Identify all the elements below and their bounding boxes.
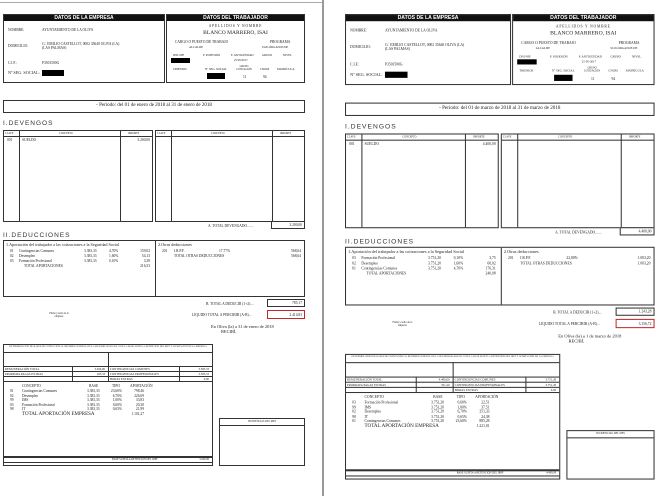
net-pay-label: LIQUIDO TOTAL A PERCIBIR (A-B)...: [538, 321, 600, 327]
earnings-table-left: [345, 133, 499, 228]
row-base: 3.751,20: [428, 256, 441, 261]
company-cif: P3501500G: [42, 61, 60, 65]
row-base: 3.383,33: [84, 259, 97, 263]
group-label: GRUPO: [262, 53, 273, 57]
col-clave: CLAVE: [157, 132, 166, 135]
row-clave: 001: [349, 141, 355, 146]
row-importe: 568,64: [291, 249, 301, 253]
net-pay-label: LIQUIDO TOTAL A PERCIBIR (A-B)...: [192, 313, 252, 317]
row-clave: 03: [10, 402, 14, 407]
total-earned-box: [271, 221, 305, 229]
deductions-section-title: II.DEDUCCIONES: [345, 238, 415, 246]
redacted-ss-number: [42, 70, 64, 76]
row-aportacion: 798,46: [134, 389, 144, 393]
total-earned-label: A. TOTAL DEVENGADO.......: [208, 224, 254, 228]
page-top-edge: [0, 2, 322, 3]
row-base: 3.751,20: [428, 261, 441, 266]
total-pay-label: REMUNERACIÓN TOTAL: [347, 377, 383, 382]
row-importe: 1.003,20: [637, 256, 651, 261]
col-base: BASE: [433, 395, 443, 400]
cnom: 94: [263, 75, 267, 79]
group-label: GRUPO: [610, 54, 621, 59]
row-importe: 54,13: [141, 254, 150, 258]
level-label: NIVEL: [632, 54, 642, 59]
contribution-group-label: GRUPO COTIZACIÓN: [236, 65, 252, 71]
overtime: 0,00: [550, 387, 557, 393]
level-label: NIVEL: [283, 53, 292, 57]
col-concepto: CONCEPTO: [402, 135, 417, 139]
incidents-title: INCIDENCIAS DEL MES: [247, 420, 277, 423]
col-concepto: CONCEPTO: [22, 384, 41, 388]
row-tipo: 1,00%: [112, 398, 122, 403]
extra-pay-prorate-label: PRORRATA PAGAS EXTRAS: [5, 372, 43, 376]
row-tipo: 23,60%: [455, 419, 467, 424]
row-aportacion: 33,83: [135, 398, 144, 403]
total-earned-box: [620, 227, 655, 235]
total-pay: 4.400,00: [438, 377, 450, 382]
row-clave: 02: [10, 254, 14, 258]
row-clave: 03: [352, 400, 356, 405]
row-aportacion: 37,51: [481, 404, 490, 410]
overtime-label: HORAS EXTRAS: [454, 387, 478, 393]
job-position-label: CARGO O PUESTO DE TRABAJO: [175, 40, 229, 44]
period-text: - Periodo: del 01 de enero de 2018 al 31 de enero de 2018: [96, 103, 212, 108]
row-concepto: Desempleo: [22, 393, 39, 398]
row-base: 3.751,20: [431, 404, 444, 410]
cnom: 94: [611, 76, 616, 81]
common-contingencies: 3.751,20: [545, 377, 557, 382]
row-concepto: Contingencias Comunes: [22, 389, 58, 393]
job-position-label: CARGO O PUESTO DE TRABAJO: [521, 40, 576, 45]
other-deductions-title: 2.Otras deducciones: [503, 248, 539, 254]
col-aportacion: APORTACIÓN: [130, 384, 153, 388]
irpf-base-label: BASE SUJETA A RETENCIÓN DEL IRPF: [112, 458, 158, 461]
common-contingencies: 3.383,33: [198, 367, 209, 371]
deductions-section-title: II.DEDUCCIONES: [3, 232, 71, 239]
company-data-box: [3, 14, 165, 83]
row-tipo: 4,70%: [453, 266, 464, 271]
row-importe: 176,31: [485, 266, 496, 271]
ss-number-label: Nº SEG. SOCIAL:: [8, 70, 40, 75]
name-label: NOMBRE:: [8, 28, 25, 32]
earnings-table-right: [501, 133, 655, 228]
company-box-title: DATOS DE LA EMPRESA: [346, 15, 510, 21]
redacted-worker-ss: [554, 75, 572, 81]
trienios-label: TRIENIOS: [519, 68, 534, 73]
worker-box-title: DATOS DEL TRABAJADOR: [167, 15, 304, 21]
name-label: NOMBRE:: [350, 28, 367, 33]
row-tipo: 6,70%: [457, 409, 467, 414]
row-clave: 201: [162, 249, 168, 253]
company-address: C/. EMILIO CASTELLOT, 0002 35640 OLIVA (LA): [42, 42, 120, 46]
row-tipo: 1,60%: [109, 254, 119, 258]
row-aportacion: 22,51: [481, 400, 490, 405]
irpf-base: 4.400,00: [546, 471, 557, 475]
total-employer: 1.221,01: [476, 423, 490, 429]
row-concepto: Formación Profesional: [22, 402, 55, 407]
total-earned-label: A. TOTAL DEVENGADO.......: [555, 230, 602, 235]
total-employer-label: TOTAL APORTACIÓN EMPRESA: [364, 423, 439, 430]
row-clave: 03: [352, 256, 356, 261]
bases-title: DETERMINACIÓN DE BASES DE COTIZACIÓN AL RÉGIMEN GENERAL DE LA SEGURIDAD SOCIAL Y DE LA BASE SUJETA A RETENCIÓN DEL IRPF Y APORTACIÓN DE LA EMPRESA: [351, 354, 554, 359]
row-importe: 4.400,00: [482, 141, 496, 146]
cif-label: C.I.F.:: [8, 61, 17, 65]
row-clave: 02: [10, 393, 14, 398]
other-deductions-title: 2.Otras deducciones: [158, 242, 192, 247]
company-signature-label: Firma y sello de la empresa: [392, 320, 413, 328]
place-date: En Oliva (la) a 1 de marzo de 2018: [558, 333, 622, 339]
total-other-deductions-label: TOTAL OTRAS DEDUCCIONES: [520, 261, 572, 266]
row-base: 3.383,33: [87, 393, 100, 398]
deductions-box: [3, 240, 305, 297]
row-importe: 3.200,00: [137, 138, 150, 142]
row-clave: 98: [352, 414, 356, 419]
row-concepto: Desempleo: [19, 254, 36, 258]
row-clave: 98: [10, 407, 14, 412]
col-clave: CLAVE: [347, 135, 356, 139]
row-base: 3.751,20: [431, 419, 444, 424]
company-address-2: (LAS PALMAS): [42, 46, 67, 50]
matricula-label: MATRÍCULA: [625, 68, 644, 73]
professional-contingencies-label: CONTINGENCIAS PROFESIONALES: [110, 372, 159, 376]
col-concepto: CONCEPTO: [211, 132, 225, 135]
row-concepto: Desempleo: [364, 409, 382, 414]
row-tipo: 6,70%: [112, 393, 122, 398]
row-importe: 3,38: [143, 259, 150, 263]
row-clave: 001: [7, 138, 13, 142]
row-aportacion: 20,30: [135, 402, 144, 407]
row-base: 3.751,20: [428, 266, 441, 271]
total-pay: 3.200,00: [94, 367, 105, 371]
row-tipo: 1,60%: [453, 261, 464, 266]
row-base: 3.383,33: [87, 398, 100, 403]
received-label: RECIBÍ,: [221, 329, 237, 334]
overtime-label: HORAS EXTRAS: [110, 377, 133, 381]
row-base: 3.383,33: [87, 389, 100, 393]
company-signature-label: Firma y sello de la empresa: [49, 312, 69, 318]
matricula-label: MATRÍCULA: [277, 67, 295, 71]
row-tipo: 0,65%: [112, 407, 122, 412]
total-other-deductions: 1.003,20: [637, 261, 651, 266]
row-clave: 02: [352, 261, 356, 266]
total-employer-label: TOTAL APORTACIÓN EMPRESA: [22, 412, 95, 417]
address-label: DOMICILIO:: [350, 44, 371, 50]
col-importe: IMPORTE: [628, 135, 641, 139]
dni-label: DNI-NIF: [173, 53, 185, 57]
programa: 9120-ÓRGANOS DE: [610, 45, 638, 51]
extra-pay-prorate: 351,20: [441, 382, 450, 387]
col-importe: IMPORTE: [280, 132, 292, 135]
row-clave: 01: [10, 389, 14, 393]
col-base: BASE: [89, 384, 99, 388]
row-aportacion: 226,69: [134, 393, 144, 398]
col-concepto: CONCEPTO: [364, 395, 384, 400]
row-tipo: 0,65%: [457, 414, 467, 419]
row-concepto: IT: [364, 414, 368, 419]
seniority-date: 25-05-2017: [581, 59, 597, 64]
row-concepto: Desempleo: [361, 261, 378, 266]
row-aportacion: 24,38: [481, 414, 490, 419]
row-tipo: 17,77%: [219, 249, 231, 253]
seniority-date-label: F. ANTIGÜEDAD: [231, 53, 254, 57]
row-clave: 99: [352, 404, 356, 410]
col-aportacion: APORTACIÓN: [475, 395, 499, 400]
place-date: En Oliva (la) a 31 de enero de 2018: [211, 324, 274, 329]
total-deduct: 785,17: [292, 301, 302, 305]
row-importe: 3,75: [489, 256, 496, 261]
row-tipo: 22,80%: [566, 256, 578, 261]
common-contingencies-label: CONTINGENCIAS COMUNES: [110, 367, 150, 371]
total-contributions: 216,53: [140, 264, 150, 268]
row-concepto: Contingencias Comunes: [364, 419, 401, 424]
row-clave: 02: [352, 409, 356, 414]
row-concepto: Contingencias Comunes: [19, 249, 55, 253]
net-pay-box: [267, 310, 305, 319]
row-tipo: 4,70%: [109, 249, 119, 253]
company-box-title: DATOS DE LA EMPRESA: [4, 15, 164, 21]
programa: 9120-ÓRGANOS DE: [262, 45, 289, 49]
trienios-label: TRIENIOS: [173, 67, 187, 71]
worker-name: BLANCO MARRERO, ISAI: [550, 30, 617, 37]
total-deduct-label: B. TOTAL A DEDUCIR (1+2)....: [206, 302, 254, 306]
total-contributions-label: TOTAL APORTACIONES: [24, 264, 63, 268]
contribution-group: 11: [591, 76, 595, 81]
full-name-label: APELLIDOS Y NOMBRE: [555, 24, 611, 29]
row-base: 3.751,20: [431, 409, 444, 414]
worker-data-box: [166, 14, 305, 83]
possession-date-label: F. POSESIÓN: [550, 54, 568, 59]
payslip-january: [3, 14, 305, 469]
row-clave: 01: [352, 419, 356, 424]
row-concepto: Formación Profesional: [19, 259, 52, 263]
total-earned: 3.200,00: [289, 223, 302, 227]
worker-contributions-title: 1.Aportación del trabajador a las cotizaciones a la Seguridad Social: [348, 248, 464, 254]
cnom-label: CNOM: [608, 68, 618, 73]
job-position: ALCALDE: [535, 45, 550, 51]
row-base: 3.383,33: [87, 402, 100, 407]
cif-label: C.I.F.:: [350, 62, 360, 67]
ss-number-label-worker: Nº SEG. SOCIAL: [205, 67, 227, 71]
col-concepto: CONCEPTO: [59, 132, 73, 135]
row-base: 3.383,33: [87, 407, 100, 412]
row-aportacion: 885,28: [479, 419, 490, 424]
row-concepto: Formación Profesional: [364, 400, 399, 405]
professional-contingencies: 3.383,33: [198, 372, 209, 376]
row-concepto: IMS: [22, 398, 29, 403]
bases-title: DETERMINACIÓN DE BASES DE COTIZACIÓN AL RÉGIMEN GENERAL DE LA SEGURIDAD SOCIAL Y DE LA BASE SUJETA A RETENCIÓN DEL IRPF Y APORTACIÓN DE LA EMPRESA: [9, 345, 207, 348]
incidents-box: [566, 430, 654, 479]
total-deduct-box: [267, 299, 305, 307]
cnom-label: CNOM: [260, 67, 270, 71]
contribution-bases-table: [345, 354, 560, 480]
common-contingencies-label: CONTINGENCIAS COMUNES: [454, 377, 496, 382]
earnings-table-left: [3, 130, 153, 222]
incidents-box: [219, 418, 305, 466]
net-pay-box: [616, 319, 655, 328]
col-clave: CLAVE: [5, 132, 14, 135]
redacted-worker-ss: [207, 73, 225, 79]
row-clave: 99: [10, 398, 14, 403]
row-tipo: 1,00%: [457, 404, 467, 410]
row-importe: 159,02: [140, 249, 150, 253]
full-name-label: APELLIDOS Y NOMBRE: [208, 24, 263, 28]
worker-box-title: DATOS DEL TRABAJADOR: [513, 15, 653, 21]
col-importe: IMPORTE: [473, 135, 485, 139]
company-address-2: (LAS PALMAS): [384, 46, 410, 52]
period-box: [345, 103, 655, 116]
row-tipo: 0,10%: [109, 259, 119, 263]
overtime: 0,00: [203, 377, 209, 381]
contribution-group-label: GRUPO COTIZACIÓN: [583, 66, 601, 73]
row-concepto: Contingencias Comunes: [361, 266, 398, 271]
programa-label: PROGRAMA: [270, 40, 291, 44]
row-base: 3.751,20: [431, 414, 444, 419]
total-earned: 4.400,00: [638, 229, 652, 234]
earnings-section-title: I.DEVENGOS: [345, 123, 397, 131]
worker-name: BLANCO MARRERO, ISAI: [203, 30, 268, 36]
period-box: [3, 100, 305, 113]
row-clave: 01: [352, 266, 356, 271]
row-clave: 201: [507, 256, 514, 261]
ss-number-label: Nº SEG. SOCIAL:: [350, 71, 383, 77]
total-other-deductions-label: TOTAL OTRAS DEDUCCIONES: [174, 254, 225, 258]
total-deduct-label: B. TOTAL A DEDUCIR (1+2)....: [553, 310, 603, 315]
earnings-table-right: [155, 130, 305, 222]
col-clave: CLAVE: [502, 135, 512, 139]
company-cif: P3501500G: [384, 62, 403, 67]
col-tipo: TIPO: [112, 384, 120, 388]
redacted-dni: [171, 58, 190, 63]
ss-number-label-worker: Nº SEG. SOCIAL: [552, 68, 575, 73]
possession-date-label: F. POSESIÓN: [203, 53, 221, 57]
extra-pay-prorate-label: PRORRATA PAGAS EXTRAS: [347, 382, 386, 387]
incidents-title: INCIDENCIAS DEL MES: [596, 432, 625, 436]
total-other-deductions: 568,64: [291, 254, 301, 258]
row-tipo: 0,60%: [112, 402, 122, 407]
seniority-date: 25/05/2017: [234, 58, 248, 62]
company-name: AYUNTAMIENTO DE LA OLIVA: [384, 28, 438, 33]
redacted-ss-number: [385, 72, 408, 78]
col-importe: IMPORTE: [128, 132, 140, 135]
row-concepto: I.R.P.F.: [174, 249, 185, 253]
worker-contributions-title: 1.Aportación del trabajador a las cotizaciones a la Seguridad Social: [6, 242, 120, 247]
row-clave: 01: [10, 249, 14, 253]
total-contributions-label: TOTAL APORTACIONES: [366, 271, 407, 276]
total-contributions: 240,08: [485, 271, 496, 276]
page-separator: [322, 0, 324, 496]
deductions-box: [345, 247, 655, 306]
net-pay: 2.414,83: [289, 312, 302, 317]
job-position: ALCALDE: [189, 45, 203, 49]
extra-pay-prorate: 183,33: [96, 372, 105, 376]
col-concepto: CONCEPTO: [558, 135, 573, 139]
total-deduct: 1.243,28: [638, 309, 652, 314]
address-label: DOMICILIO:: [8, 44, 29, 48]
total-pay-label: REMUNERACIÓN TOTAL: [5, 367, 40, 371]
row-concepto: IT: [22, 407, 26, 412]
professional-contingencies-label: CONTINGENCIAS PROFESIONALES: [454, 382, 505, 387]
row-concepto: SUELDO: [364, 141, 380, 146]
row-base: 3.751,20: [431, 400, 444, 405]
row-aportacion: 251,33: [479, 409, 490, 414]
period-text: - Periodo: del 01 de marzo de 2018 al 31 de marzo de 2018: [439, 105, 561, 111]
total-employer: 1.101,27: [131, 412, 144, 416]
programa-label: PROGRAMA: [618, 40, 640, 45]
col-tipo: TIPO: [456, 395, 465, 400]
row-aportacion: 21,99: [135, 407, 144, 412]
dni-label: DNI-NIF: [519, 54, 531, 59]
seniority-date-label: F. ANTIGÜEDAD: [578, 54, 602, 59]
row-importe: 60,02: [487, 261, 496, 266]
company-address: C/. EMILIO CASTELLOT, 0002 35640 OLIVA (LA): [384, 42, 465, 47]
row-base: 3.383,33: [84, 249, 97, 253]
row-concepto: SUELDO: [22, 138, 37, 142]
row-clave: 03: [10, 259, 14, 263]
received-label: RECIBÍ,: [568, 338, 585, 344]
row-tipo: 0,10%: [453, 256, 464, 261]
irpf-base: 3.200,00: [199, 458, 209, 461]
row-tipo: 0,60%: [457, 400, 467, 405]
row-tipo: 23,60%: [110, 389, 122, 393]
contribution-bases-table: [3, 344, 213, 466]
row-concepto: IMS: [364, 404, 372, 410]
company-name: AYUNTAMIENTO DE LA OLIVA: [42, 28, 94, 32]
row-concepto: Formación Profesional: [361, 256, 396, 261]
irpf-base-label: BASE SUJETA A RETENCIÓN DEL IRPF: [456, 471, 504, 475]
company-data-box: [345, 14, 511, 85]
worker-data-box: [512, 14, 654, 85]
total-deduct-box: [616, 308, 655, 316]
row-concepto: I.R.P.F.: [520, 256, 532, 261]
payslip-march: [345, 14, 655, 483]
redacted-dni: [517, 59, 536, 64]
contribution-group: 11: [243, 75, 247, 79]
earnings-section-title: I.DEVENGOS: [3, 120, 54, 127]
professional-contingencies: 3.751,20: [545, 382, 557, 387]
row-base: 3.383,33: [84, 254, 97, 258]
net-pay: 3.156,72: [638, 321, 652, 326]
